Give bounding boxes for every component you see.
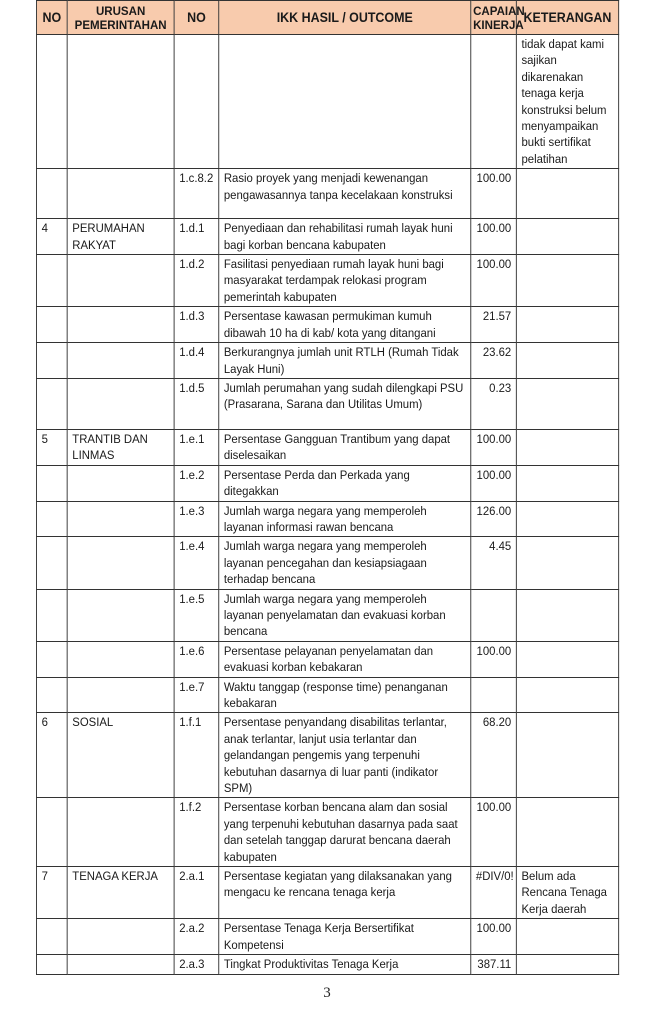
- cell-keterangan: [516, 955, 618, 974]
- cell-no: [36, 378, 67, 429]
- cell-capaian: 21.57: [471, 307, 517, 343]
- header-keterangan: KETERANGAN: [516, 1, 618, 35]
- cell-ikk: Tingkat Produktivitas Tenaga Kerja: [219, 955, 471, 974]
- cell-no: 4: [36, 219, 67, 255]
- header-code: NO: [174, 1, 219, 35]
- table-row: [36, 501, 618, 537]
- cell-urusan: [67, 343, 174, 379]
- cell-urusan: [67, 537, 174, 589]
- cell-ikk: [219, 35, 471, 169]
- table-row: [36, 919, 618, 955]
- cell-urusan: [67, 919, 174, 955]
- cell-code: 1.d.2: [174, 255, 219, 307]
- cell-capaian: 100.00: [471, 641, 517, 677]
- cell-urusan: TRANTIB DAN LINMAS: [67, 429, 174, 465]
- table-row: [36, 255, 618, 307]
- cell-no: [36, 307, 67, 343]
- cell-code: 1.e.7: [174, 677, 219, 713]
- cell-no: [36, 955, 67, 974]
- cell-no: [36, 677, 67, 713]
- table-row: [36, 589, 618, 641]
- cell-keterangan: [516, 169, 618, 219]
- cell-capaian: [471, 677, 517, 713]
- cell-code: 1.e.2: [174, 465, 219, 501]
- cell-keterangan: [516, 677, 618, 713]
- cell-ikk: Persentase korban bencana alam dan sosial yang terpenuhi kebutuhan dasarnya pada saat dan setelah tanggap darurat bencana daerah kabupaten: [219, 798, 471, 867]
- cell-capaian: 126.00: [471, 501, 517, 537]
- header-capaian-line1: CAPAIAN: [473, 3, 525, 18]
- cell-no: [36, 255, 67, 307]
- cell-urusan: [67, 255, 174, 307]
- cell-no: [36, 589, 67, 641]
- cell-ikk: Persentase Tenaga Kerja Bersertifikat Kompetensi: [219, 919, 471, 955]
- cell-code: 1.d.3: [174, 307, 219, 343]
- cell-keterangan: [516, 465, 618, 501]
- cell-no: 5: [36, 429, 67, 465]
- cell-no: 7: [36, 867, 67, 919]
- cell-ikk: Penyediaan dan rehabilitasi rumah layak huni bagi korban bencana kabupaten: [219, 219, 471, 255]
- cell-no: [36, 501, 67, 537]
- page-number: 3: [323, 985, 331, 1001]
- cell-code: 1.f.1: [174, 713, 219, 798]
- table-row: [36, 798, 618, 867]
- cell-capaian: 387.11: [471, 955, 517, 974]
- cell-no: [36, 537, 67, 589]
- cell-code: 1.c.8.2: [174, 169, 219, 219]
- cell-urusan: [67, 35, 174, 169]
- table-row: [36, 641, 618, 677]
- cell-ikk: Rasio proyek yang menjadi kewenangan pengawasannya tanpa kecelakaan konstruksi: [219, 169, 471, 219]
- cell-no: 6: [36, 713, 67, 798]
- cell-urusan: [67, 307, 174, 343]
- cell-keterangan: [516, 343, 618, 379]
- cell-urusan: [67, 798, 174, 867]
- cell-ikk: Jumlah perumahan yang sudah dilengkapi PSU (Prasarana, Sarana dan Utilitas Umum): [219, 378, 471, 429]
- table-row: [36, 343, 618, 379]
- cell-keterangan: [516, 429, 618, 465]
- cell-code: 2.a.2: [174, 919, 219, 955]
- cell-urusan: [67, 378, 174, 429]
- cell-urusan: [67, 677, 174, 713]
- table-row: [36, 713, 618, 798]
- cell-no: [36, 169, 67, 219]
- table-row: [36, 867, 618, 919]
- cell-code: 1.d.5: [174, 378, 219, 429]
- header-capaian-line2: KINERJA: [473, 17, 524, 32]
- cell-urusan: [67, 169, 174, 219]
- cell-no: [36, 465, 67, 501]
- table-row: [36, 169, 618, 219]
- header-urusan-line1: URUSAN: [95, 3, 146, 18]
- cell-keterangan: [516, 919, 618, 955]
- cell-code: 1.d.1: [174, 219, 219, 255]
- cell-ikk: Persentase Perda dan Perkada yang ditegakkan: [219, 465, 471, 501]
- cell-urusan: [67, 641, 174, 677]
- cell-keterangan: [516, 589, 618, 641]
- cell-no: [36, 641, 67, 677]
- cell-ikk: Persentase penyandang disabilitas terlantar, anak terlantar, lanjut usia terlantar dan gelandangan pengemis yang terpenuhi kebutuhan dasarnya di luar panti (indikator SPM): [219, 713, 471, 798]
- header-urusan: [67, 1, 174, 35]
- cell-keterangan: [516, 713, 618, 798]
- cell-capaian: 100.00: [471, 169, 517, 219]
- cell-ikk: Jumlah warga negara yang memperoleh layanan informasi rawan bencana: [219, 501, 471, 537]
- cell-capaian: [471, 35, 517, 169]
- cell-urusan: TENAGA KERJA: [67, 867, 174, 919]
- cell-code: 2.a.3: [174, 955, 219, 974]
- cell-capaian: 100.00: [471, 429, 517, 465]
- cell-code: 1.e.3: [174, 501, 219, 537]
- table-row: [36, 35, 618, 169]
- cell-no: [36, 798, 67, 867]
- cell-code: 1.e.6: [174, 641, 219, 677]
- cell-capaian: 100.00: [471, 798, 517, 867]
- cell-code: [174, 35, 219, 169]
- cell-no: [36, 35, 67, 169]
- table-row: [36, 378, 618, 429]
- table-row: [36, 219, 618, 255]
- cell-urusan: [67, 501, 174, 537]
- cell-urusan: [67, 589, 174, 641]
- cell-capaian: [471, 589, 517, 641]
- table-header-row: [36, 1, 618, 35]
- cell-keterangan: [516, 219, 618, 255]
- cell-ikk: Fasilitasi penyediaan rumah layak huni bagi masyarakat terdampak relokasi program pemerintah kabupaten: [219, 255, 471, 307]
- cell-keterangan: Belum ada Rencana Tenaga Kerja daerah: [516, 867, 618, 919]
- cell-code: 1.e.1: [174, 429, 219, 465]
- cell-code: 1.f.2: [174, 798, 219, 867]
- cell-ikk: Berkurangnya jumlah unit RTLH (Rumah Tidak Layak Huni): [219, 343, 471, 379]
- table-row: [36, 429, 618, 465]
- cell-code: 1.e.4: [174, 537, 219, 589]
- header-urusan-line2: PEMERINTAHAN: [74, 17, 167, 32]
- cell-ikk: Waktu tanggap (response time) penanganan kebakaran: [219, 677, 471, 713]
- cell-capaian: 68.20: [471, 713, 517, 798]
- table-body: [36, 35, 618, 975]
- cell-ikk: Persentase Gangguan Trantibum yang dapat diselesaikan: [219, 429, 471, 465]
- table-row: [36, 465, 618, 501]
- cell-capaian: 4.45: [471, 537, 517, 589]
- cell-capaian: 0.23: [471, 378, 517, 429]
- cell-code: 2.a.1: [174, 867, 219, 919]
- table-row: [36, 537, 618, 589]
- cell-ikk: Persentase kawasan permukiman kumuh dibawah 10 ha di kab/ kota yang ditangani: [219, 307, 471, 343]
- cell-capaian: #DIV/0!: [471, 867, 517, 919]
- cell-keterangan: tidak dapat kami sajikan dikarenakan tenaga kerja konstruksi belum menyampaikan bukti sertifikat pelatihan: [516, 35, 618, 169]
- header-ikk: IKK HASIL / OUTCOME: [219, 1, 471, 35]
- cell-no: [36, 919, 67, 955]
- cell-keterangan: [516, 641, 618, 677]
- cell-urusan: [67, 955, 174, 974]
- cell-urusan: PERUMAHAN RAKYAT: [67, 219, 174, 255]
- cell-keterangan: [516, 537, 618, 589]
- cell-keterangan: [516, 501, 618, 537]
- header-no: NO: [36, 1, 67, 35]
- cell-keterangan: [516, 378, 618, 429]
- cell-capaian: 23.62: [471, 343, 517, 379]
- cell-urusan: [67, 465, 174, 501]
- cell-ikk: Persentase kegiatan yang dilaksanakan yang mengacu ke rencana tenaga kerja: [219, 867, 471, 919]
- cell-keterangan: [516, 307, 618, 343]
- performance-table: [36, 0, 619, 975]
- cell-capaian: 100.00: [471, 919, 517, 955]
- cell-ikk: Jumlah warga negara yang memperoleh layanan pencegahan dan kesiapsiagaan terhadap bencana: [219, 537, 471, 589]
- cell-no: [36, 343, 67, 379]
- cell-keterangan: [516, 798, 618, 867]
- table-row: [36, 955, 618, 974]
- cell-urusan: SOSIAL: [67, 713, 174, 798]
- cell-ikk: Jumlah warga negara yang memperoleh layanan penyelamatan dan evakuasi korban bencana: [219, 589, 471, 641]
- cell-code: 1.e.5: [174, 589, 219, 641]
- cell-capaian: 100.00: [471, 255, 517, 307]
- table-row: [36, 677, 618, 713]
- cell-code: 1.d.4: [174, 343, 219, 379]
- cell-ikk: Persentase pelayanan penyelamatan dan evakuasi korban kebakaran: [219, 641, 471, 677]
- header-capaian: [471, 1, 525, 35]
- table-row: [36, 307, 618, 343]
- cell-capaian: 100.00: [471, 219, 517, 255]
- cell-capaian: 100.00: [471, 465, 517, 501]
- cell-keterangan: [516, 255, 618, 307]
